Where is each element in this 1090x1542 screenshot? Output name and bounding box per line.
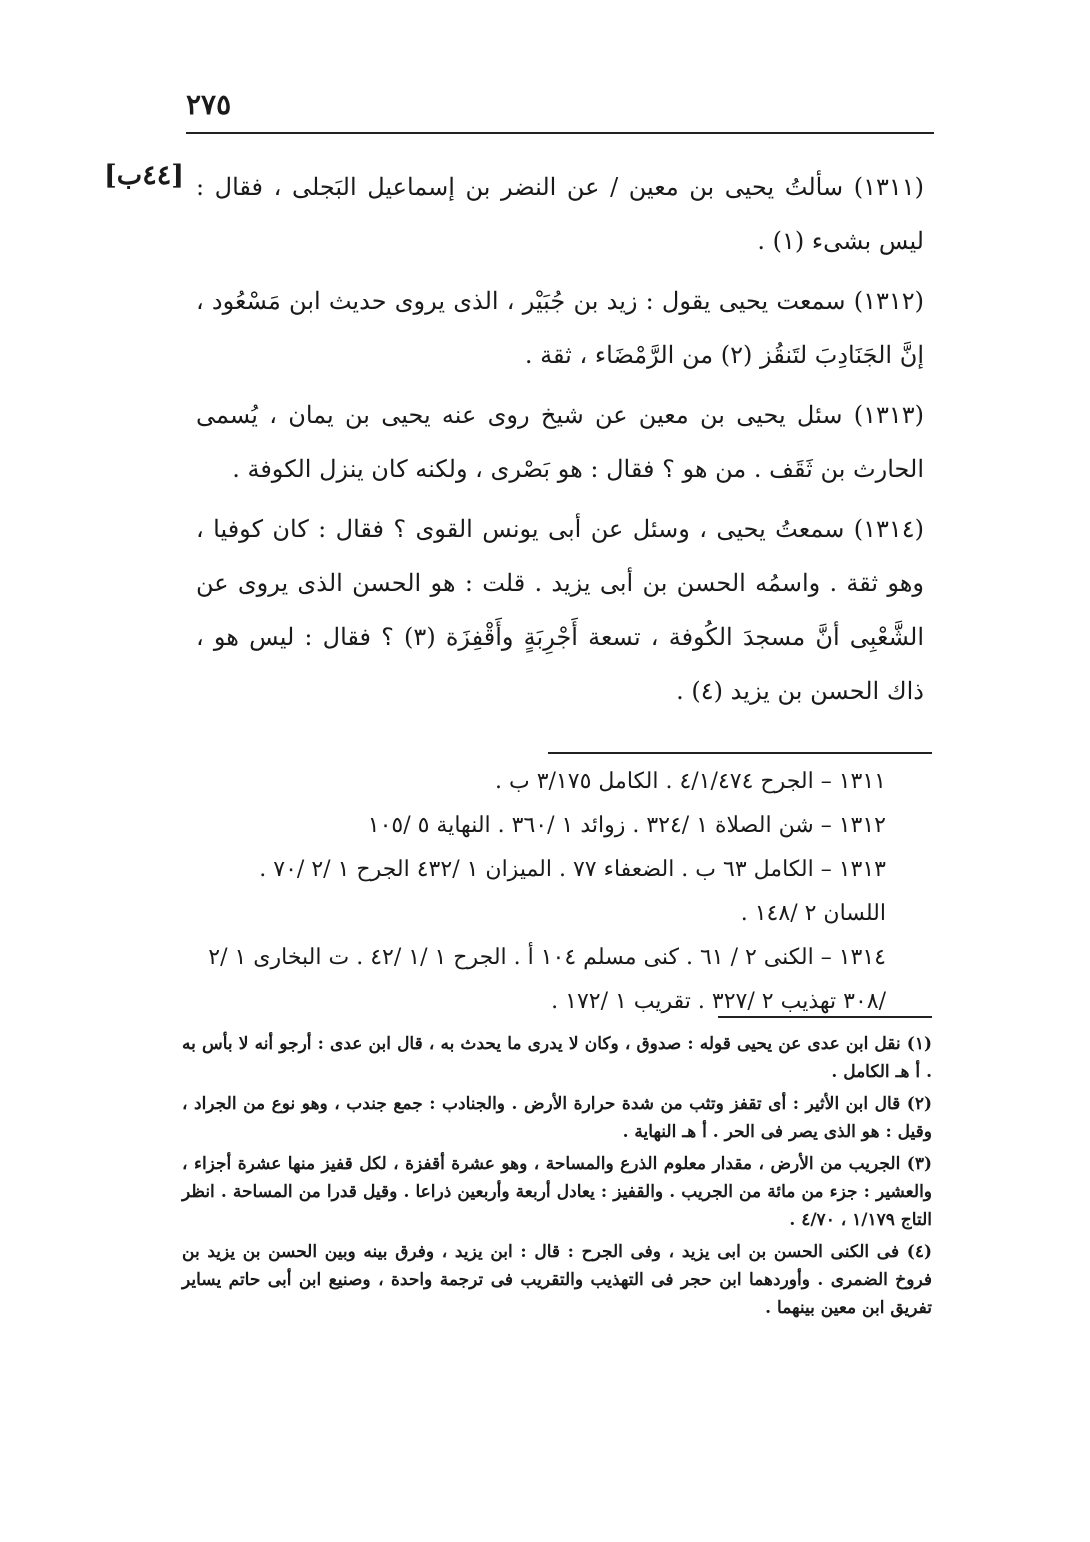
entry-1314: (١٣١٤) سمعتُ يحيى ، وسئل عن أبى يونس القوى ؟ فقال : كان كوفيا ، وهو ثقة . واسمُه الحسن بن أبى يزيد . قلت : هو الحسن الذى يروى عن الشَّعْبِى أنَّ مسجدَ الكُوفة ، تسعة أَجْرِبَةٍ وأَقْفِزَة (٣) ؟ فقال : ليس هو ، ذاك الحسن بن يزيد (٤) .: [196, 515, 924, 705]
reference-1314: ١٣١٤ – الكنى ٢ / ٦١ . كنى مسلم ١٠٤ أ . الجرح ١ /١ /٤٢ . ت البخارى ١ /٢ /٣٠٨ تهذيب ٢ /٣٢٧ . تقريب ١ /١٧٢ .: [208, 945, 886, 1014]
references-rule: [548, 752, 932, 754]
manuscript-folio-ref: [٤٤ب]: [104, 160, 184, 191]
footnote-4: (٤) فى الكنى الحسن بن ابى يزيد ، وفى الجرح : قال : ابن يزيد ، وفرق بينه وبين الحسن بن يزيد بن فروخ الضمرى . وأوردهما ابن حجر فى التهذيب والتقريب فى ترجمة واحدة ، وصنيع ابن أبى حاتم يساير تفريق ابن معين بينهما .: [182, 1242, 932, 1318]
footnotes: [182, 1030, 932, 1326]
entry-1313: (١٣١٣) سئل يحيى بن معين عن شيخ روى عنه يحيى بن يمان ، يُسمى الحارث بن ثَقَف . من هو ؟ فقال : هو بَصْرى ، ولكنه كان ينزل الكوفة .: [196, 401, 925, 483]
reference-1313: ١٣١٣ – الكامل ٦٣ ب . الضعفاء ٧٧ . الميزان ١ /٤٣٢ الجرح ١ /٢ /٧٠ . اللسان ٢ /١٤٨ .: [259, 857, 886, 926]
entry-1312: (١٣١٢) سمعت يحيى يقول : زيد بن جُبَيْر ، الذى يروى حديث ابن مَسْعُود ، إنَّ الجَنَادِبَ لتَنقُز (٢) من الرَّمْضَاء ، ثقة .: [196, 287, 924, 369]
reference-1311: ١٣١١ – الجرح ٤/١/٤٧٤ . الكامل ٣/١٧٥ ب .: [495, 769, 886, 794]
entry-1311: (١٣١١) سألتُ يحيى بن معين / عن النضر بن إسماعيل البَجلى ، فقال : ليس بشىء (١) .: [196, 173, 924, 255]
footnote-2: (٢) قال ابن الأثير : أى تقفز وتثب من شدة حرارة الأرض . والجنادب : جمع جندب ، وهو نوع من الجراد ، وقيل : هو الذى يصر فى الحر . أ هـ النهاية .: [182, 1094, 932, 1142]
footnotes-rule: [718, 1016, 932, 1018]
reference-1312: ١٣١٢ – شن الصلاة ١ /٣٢٤ . زوائد ١ /٣٦٠ . النهاية ٥ /١٠٥: [367, 813, 886, 838]
page-number: ٢٧٥: [186, 88, 232, 121]
footnote-3: (٣) الجريب من الأرض ، مقدار معلوم الذرع والمساحة ، وهو عشرة أقفزة ، لكل قفيز منها عشرة أجزاء ، والعشير : جزء من مائة من الجريب . والقفيز : يعادل أربعة وأربعين ذراعا . وقيل قدرا من المساحة . انظر التاج ١/١٧٩ ، ٤/٧٠ .: [182, 1154, 932, 1230]
main-text: [196, 160, 924, 724]
source-references: [196, 760, 886, 1024]
header-rule: [186, 132, 934, 134]
footnote-1: (١) نقل ابن عدى عن يحيى قوله : صدوق ، وكان لا يدرى ما يحدث به ، قال ابن عدى : أرجو أنه لا بأس به . أ هـ الكامل .: [182, 1034, 932, 1082]
